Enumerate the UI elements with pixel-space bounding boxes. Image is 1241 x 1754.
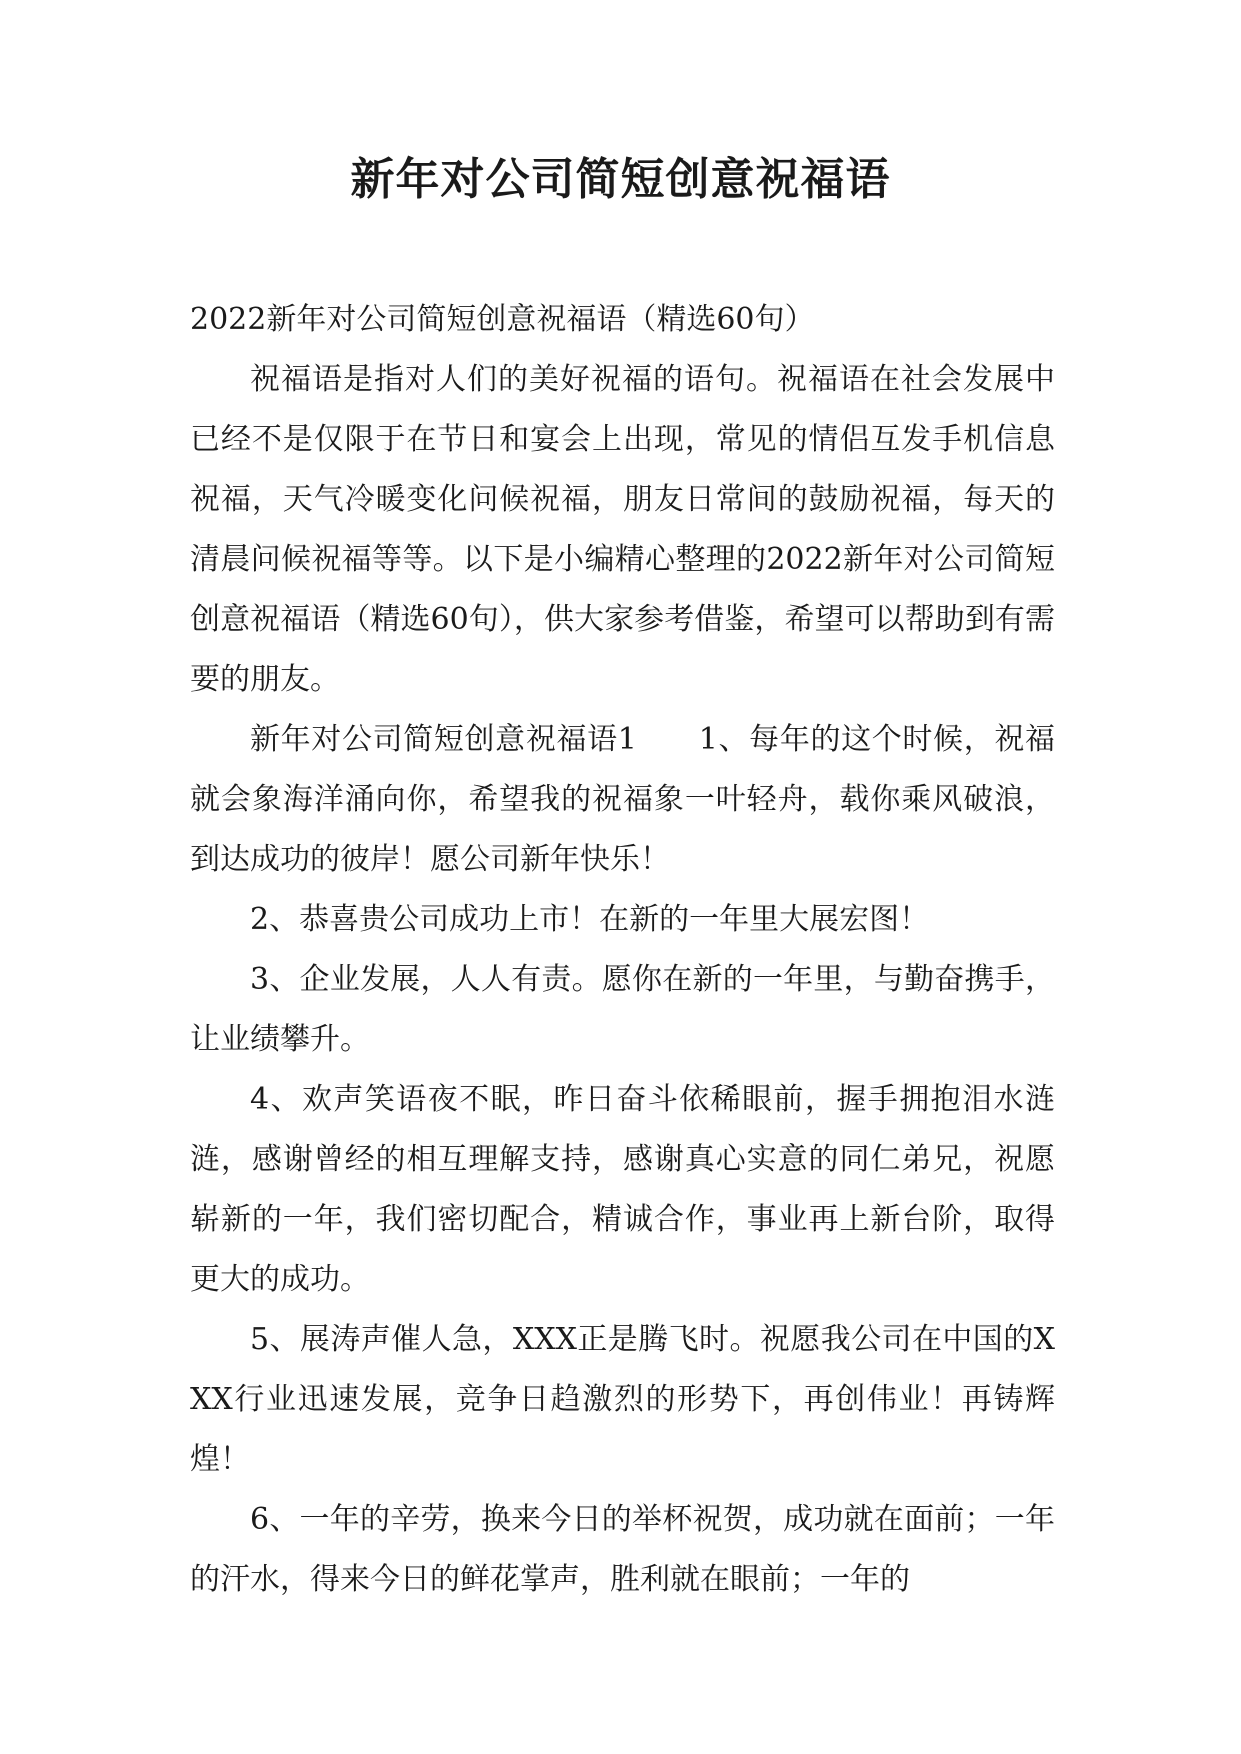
document-title: 新年对公司简短创意祝福语	[350, 154, 891, 205]
blessing-paragraph-4: 4、欢声笑语夜不眠，昨日奋斗依稀眼前，握手拥抱泪水涟涟，感谢曾经的相互理解支持，感谢真心实意的同仁弟兄，祝愿崭新的一年，我们密切配合，精诚合作，事业再上新台阶，取得更大的成功。	[190, 1082, 1055, 1297]
intro-paragraph: 祝福语是指对人们的美好祝福的语句。祝福语在社会发展中已经不是仅限于在节日和宴会上出现，常见的情侣互发手机信息祝福，天气冷暖变化问候祝福，朋友日常间的鼓励祝福，每天的清晨问候祝福等等。以下是小编精心整理的2022新年对公司简短创意祝福语（精选60句），供大家参考借鉴，希望可以帮助到有需要的朋友。	[190, 362, 1055, 697]
blessing-paragraph-1: 新年对公司简短创意祝福语1 1、每年的这个时候，祝福就会象海洋涌向你，希望我的祝福象一叶轻舟，载你乘风破浪，到达成功的彼岸！愿公司新年快乐！	[190, 722, 1055, 877]
blessing-paragraph-3: 3、企业发展，人人有责。愿你在新的一年里，与勤奋携手，让业绩攀升。	[190, 962, 1055, 1057]
blessing-paragraph-2: 2、恭喜贵公司成功上市！在新的一年里大展宏图！	[250, 902, 930, 937]
document-body	[190, 290, 1055, 1610]
blessing-paragraph-6: 6、一年的辛劳，换来今日的举杯祝贺，成功就在面前；一年的汗水，得来今日的鲜花掌声，胜利就在眼前；一年的	[190, 1502, 1055, 1597]
subtitle-paragraph: 2022新年对公司简短创意祝福语（精选60句）	[190, 302, 815, 337]
blessing-paragraph-5: 5、展涛声催人急，XXX正是腾飞时。祝愿我公司在中国的XXX行业迅速发展，竞争日趋激烈的形势下，再创伟业！再铸辉煌！	[190, 1322, 1055, 1477]
